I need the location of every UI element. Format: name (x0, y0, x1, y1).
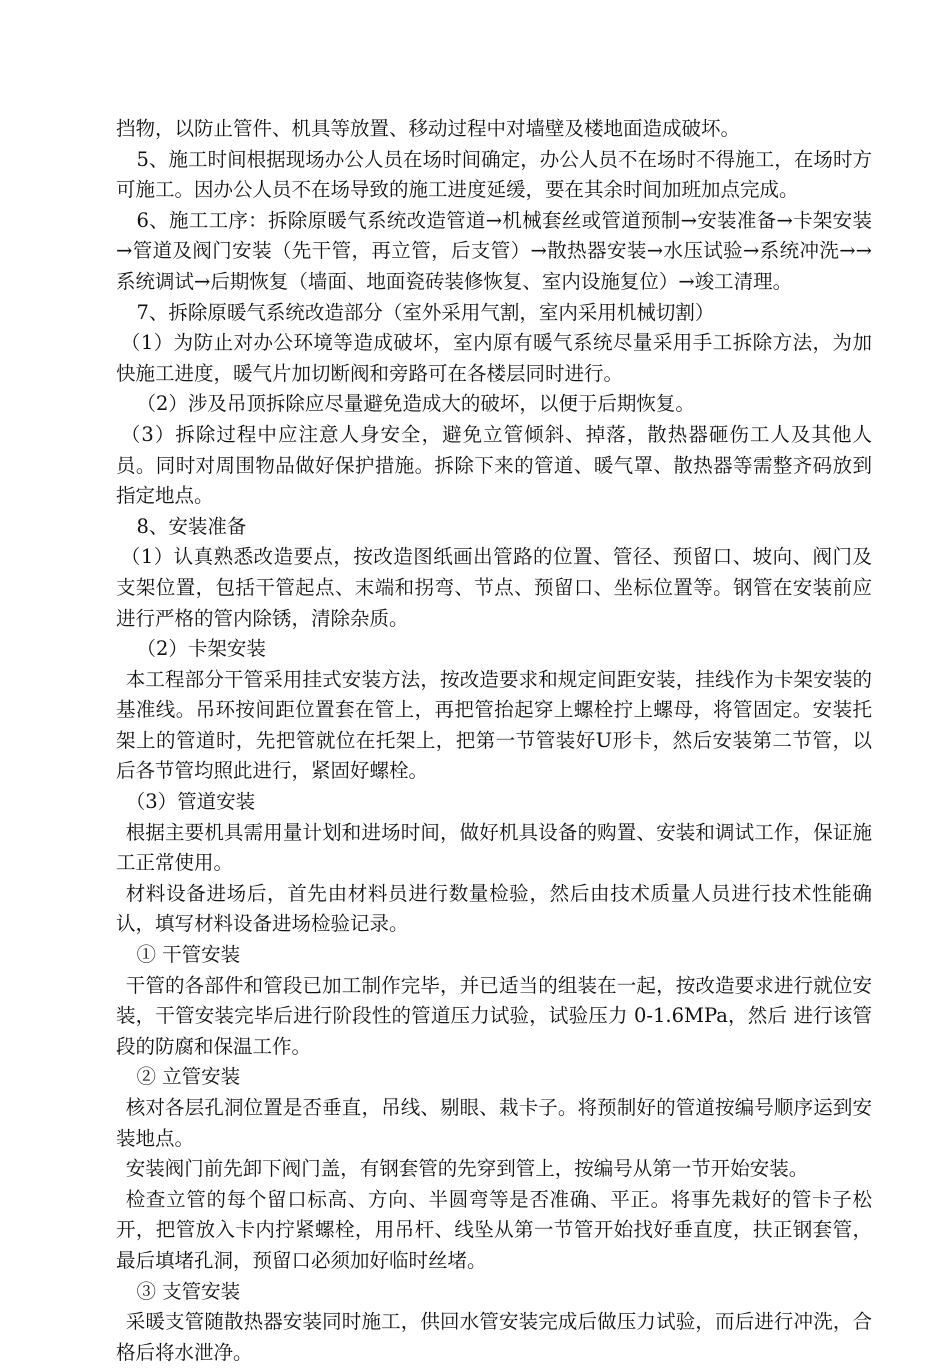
paragraph-5: （1）为防止对办公环境等造成破坏，室内原有暖气系统尽量采用手工拆除方法，为加快施工进度，暖气片加切断阀和旁路可在各楼层同时进行。 (116, 331, 872, 385)
paragraph-19: 安装阀门前先卸下阀门盖，有钢套管的先穿到管上，按编号从第一节开始安装。 (125, 1157, 809, 1181)
paragraph-6: （2）涉及吊顶拆除应尽量避免造成大的破坏，以便于后期恢复。 (136, 392, 695, 416)
paragraph-3: 6、施工工序：拆除原暖气系统改造管道→机械套丝或管道预制→安装准备→卡架安装→管道及阀门安装（先干管，再立管，后支管）→散热器安装→水压试验→系统冲洗→→系统调试→后期恢复（墙面、地面瓷砖装修恢复、室内设施复位）→竣工清理。 (116, 208, 872, 293)
paragraph-7: （3）拆除过程中应注意人身安全，避免立管倾斜、掉落，散热器砸伤工人及其他人员。同时对周围物品做好保护措施。拆除下来的管道、暖气罩、散热器等需整齐码放到指定地点。 (116, 422, 872, 508)
subheading-branch-pipe: ③ 支管安装 (136, 1279, 241, 1303)
paragraph-13: 根据主要机具需用量计划和进场时间，做好机具设备的购置、安装和调试工作，保证施工正常使用。 (116, 820, 872, 875)
subheading-main-pipe: ① 干管安装 (136, 943, 241, 967)
paragraph-16: 干管的各部件和管段已加工制作完毕，并已适当的组装在一起，按改造要求进行就位安装，干管安装完毕后进行阶段性的管道压力试验，试验压力 0-1.6MPa，然后 进行该管段的防腐和保温工作。 (116, 973, 872, 1058)
paragraph-11: 本工程部分干管采用挂式安装方法，按改造要求和规定间距安装，挂线作为卡架安装的基准线。吊环按间距位置套在管上，再把管抬起穿上螺栓拧上螺母，将管固定。安装托架上的管道时，先把管就位在托架上，把第一节管装好U形卡，然后安装第二节管，以后各节管均照此进行，紧固好螺栓。 (116, 667, 872, 783)
subheading-riser-pipe: ② 立管安装 (136, 1065, 241, 1089)
paragraph-4: 7、拆除原暖气系统改造部分（室外采用气割，室内采用机械切割） (136, 300, 715, 324)
paragraph-2: 5、施工时间根据现场办公人员在场时间确定，办公人员不在场时不得施工，在场时方可施工。因办公人员不在场导致的施工进度延缓，要在其余时间加班加点完成。 (116, 147, 872, 202)
subheading-pipe-install: （3）管道安装 (125, 790, 256, 814)
document-page (116, 114, 872, 1368)
section-heading-8: 8、安装准备 (136, 514, 247, 538)
paragraph-22: 采暖支管随散热器安装同时施工，供回水管安装完成后做压力试验，而后进行冲洗，合格后将水泄净。 (116, 1310, 872, 1364)
paragraph-18: 核对各层孔洞位置是否垂直，吊线、剔眼、栽卡子。将预制好的管道按编号顺序运到安装地点。 (116, 1096, 872, 1150)
subheading-bracket-install: （2）卡架安装 (136, 637, 266, 661)
paragraph-1: 挡物，以防止管件、机具等放置、移动过程中对墙壁及楼地面造成破坏。 (116, 117, 741, 140)
paragraph-9: （1）认真熟悉改造要点，按改造图纸画出管路的位置、管径、预留口、坡向、阀门及支架位置，包括干管起点、末端和拐弯、节点、预留口、坐标位置等。钢管在安装前应进行严格的管内除锈，清除杂质。 (116, 545, 872, 630)
paragraph-20: 检查立管的每个留口标高、方向、半圆弯等是否准确、平正。将事先栽好的管卡子松开，把管放入卡内拧紧螺栓，用吊杆、线坠从第一节管开始找好垂直度，扶正钢套管，最后填堵孔洞，预留口必须加好临时丝堵。 (116, 1187, 872, 1272)
paragraph-14: 材料设备进场后，首先由材料员进行数量检验，然后由技术质量人员进行技术性能确认，填写材料设备进场检验记录。 (116, 881, 872, 936)
